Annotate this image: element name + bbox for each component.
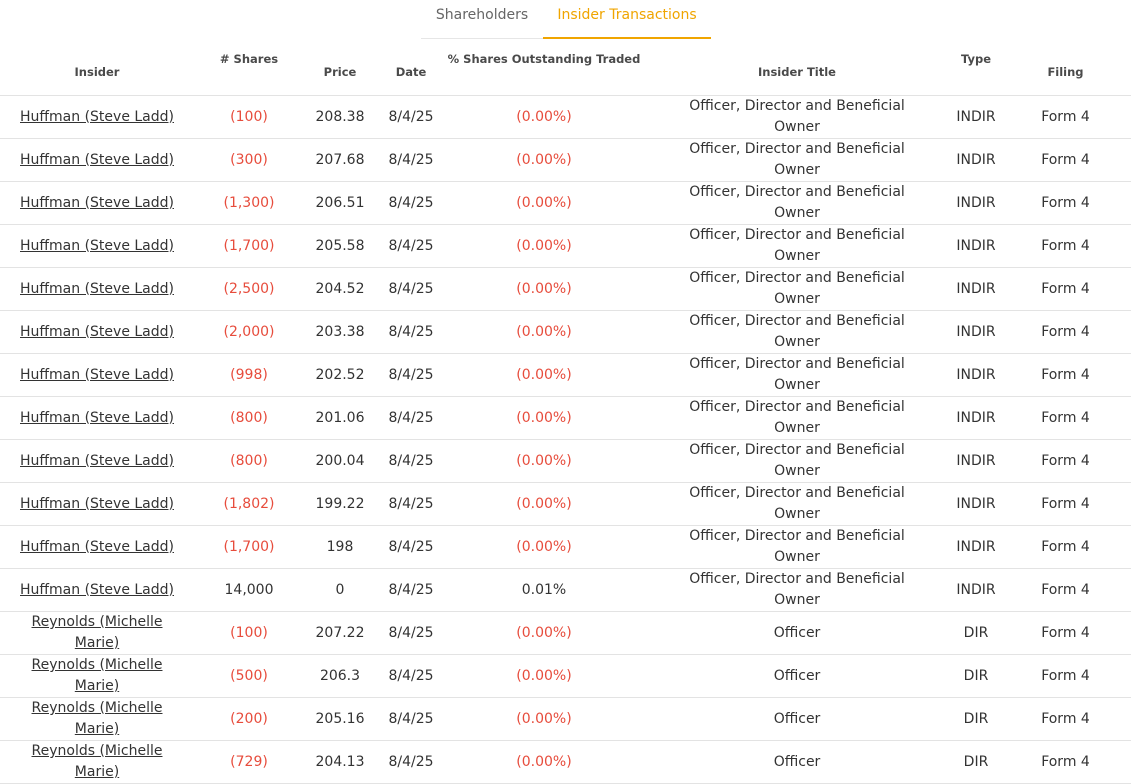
pct-traded-cell: (0.00%) — [446, 612, 642, 655]
insider-title-text: Officer, Director and Beneficial Owner — [689, 227, 905, 264]
insider-title-text: Officer, Director and Beneficial Owner — [689, 571, 905, 608]
tab-insider-transactions[interactable]: Insider Transactions — [543, 0, 711, 39]
table-row — [0, 741, 1131, 784]
filing-cell[interactable]: Form 4 — [1000, 311, 1131, 354]
insider-cell — [0, 483, 194, 526]
shares-cell: (100) — [194, 612, 304, 655]
table-row — [0, 526, 1131, 569]
table-header-row — [0, 43, 1131, 96]
pct-traded-cell: (0.00%) — [446, 741, 642, 784]
table-row — [0, 354, 1131, 397]
insider-link[interactable]: Huffman (Steve Ladd) — [20, 538, 174, 555]
filing-cell[interactable]: Form 4 — [1000, 354, 1131, 397]
filing-cell[interactable]: Form 4 — [1000, 741, 1131, 784]
insider-link[interactable]: Huffman (Steve Ladd) — [20, 409, 174, 426]
date-cell: 8/4/25 — [376, 268, 446, 311]
type-cell: INDIR — [952, 96, 1000, 139]
insider-title-text: Officer, Director and Beneficial Owner — [689, 313, 905, 350]
col-header-insider[interactable]: Insider — [0, 43, 194, 96]
filing-cell[interactable]: Form 4 — [1000, 612, 1131, 655]
insider-title-text: Officer, Director and Beneficial Owner — [689, 399, 905, 436]
insider-cell — [0, 96, 194, 139]
insider-cell — [0, 268, 194, 311]
insider-link[interactable]: Huffman (Steve Ladd) — [20, 108, 174, 125]
insider-title-cell — [642, 741, 952, 784]
insider-title-cell — [642, 96, 952, 139]
insider-link[interactable]: Huffman (Steve Ladd) — [20, 452, 174, 469]
filing-cell[interactable]: Form 4 — [1000, 569, 1131, 612]
table-row — [0, 569, 1131, 612]
type-cell: DIR — [952, 655, 1000, 698]
insider-link[interactable]: Reynolds (Michelle Marie) — [31, 743, 163, 780]
shares-cell: (300) — [194, 139, 304, 182]
filing-cell[interactable]: Form 4 — [1000, 96, 1131, 139]
filing-cell[interactable]: Form 4 — [1000, 182, 1131, 225]
insider-title-cell — [642, 182, 952, 225]
insider-link[interactable]: Huffman (Steve Ladd) — [20, 366, 174, 383]
date-cell: 8/4/25 — [376, 139, 446, 182]
shares-cell: (2,000) — [194, 311, 304, 354]
insider-title-cell — [642, 354, 952, 397]
price-cell: 207.68 — [304, 139, 376, 182]
filing-cell[interactable]: Form 4 — [1000, 397, 1131, 440]
price-cell: 204.13 — [304, 741, 376, 784]
pct-traded-cell: (0.00%) — [446, 354, 642, 397]
insider-title-cell — [642, 440, 952, 483]
price-cell: 198 — [304, 526, 376, 569]
price-cell: 206.3 — [304, 655, 376, 698]
shares-cell: (998) — [194, 354, 304, 397]
insider-title-cell — [642, 139, 952, 182]
date-cell: 8/4/25 — [376, 440, 446, 483]
insider-cell — [0, 612, 194, 655]
insider-title-cell — [642, 526, 952, 569]
shares-cell: (1,300) — [194, 182, 304, 225]
type-cell: INDIR — [952, 311, 1000, 354]
table-row — [0, 96, 1131, 139]
table-row — [0, 182, 1131, 225]
shares-cell: 14,000 — [194, 569, 304, 612]
type-cell: DIR — [952, 612, 1000, 655]
filing-cell[interactable]: Form 4 — [1000, 139, 1131, 182]
insider-title-text: Officer, Director and Beneficial Owner — [689, 141, 905, 178]
col-header-type[interactable]: Type — [952, 43, 1000, 96]
pct-traded-cell: (0.00%) — [446, 440, 642, 483]
insider-cell — [0, 526, 194, 569]
col-header-price[interactable]: Price — [304, 43, 376, 96]
date-cell: 8/4/25 — [376, 182, 446, 225]
insider-link[interactable]: Huffman (Steve Ladd) — [20, 237, 174, 254]
filing-cell[interactable]: Form 4 — [1000, 225, 1131, 268]
shares-cell: (100) — [194, 96, 304, 139]
col-header-filing[interactable]: Filing — [1000, 43, 1131, 96]
date-cell: 8/4/25 — [376, 741, 446, 784]
insider-link[interactable]: Huffman (Steve Ladd) — [20, 581, 174, 598]
table-row — [0, 225, 1131, 268]
price-cell: 0 — [304, 569, 376, 612]
filing-cell[interactable]: Form 4 — [1000, 268, 1131, 311]
type-cell: INDIR — [952, 182, 1000, 225]
insider-link[interactable]: Huffman (Steve Ladd) — [20, 323, 174, 340]
table-row — [0, 397, 1131, 440]
insider-title-cell — [642, 483, 952, 526]
pct-traded-cell: (0.00%) — [446, 698, 642, 741]
insider-link[interactable]: Huffman (Steve Ladd) — [20, 280, 174, 297]
insider-title-text: Officer, Director and Beneficial Owner — [689, 98, 905, 135]
insider-title-text: Officer, Director and Beneficial Owner — [689, 528, 905, 565]
pct-traded-cell: (0.00%) — [446, 225, 642, 268]
date-cell: 8/4/25 — [376, 526, 446, 569]
table-row — [0, 698, 1131, 741]
col-header-insider-title[interactable]: Insider Title — [642, 43, 952, 96]
insider-title-text: Officer — [773, 624, 821, 641]
shares-cell: (800) — [194, 440, 304, 483]
insider-cell — [0, 569, 194, 612]
table-row — [0, 440, 1131, 483]
insider-title-cell — [642, 397, 952, 440]
price-cell: 202.52 — [304, 354, 376, 397]
table-row — [0, 139, 1131, 182]
insider-cell — [0, 698, 194, 741]
insider-cell — [0, 354, 194, 397]
table-row — [0, 612, 1131, 655]
pct-traded-cell: (0.00%) — [446, 655, 642, 698]
price-cell: 205.16 — [304, 698, 376, 741]
table-row — [0, 655, 1131, 698]
filing-cell[interactable]: Form 4 — [1000, 483, 1131, 526]
insider-title-text: Officer — [773, 667, 821, 684]
price-cell: 206.51 — [304, 182, 376, 225]
insider-title-cell — [642, 225, 952, 268]
shares-cell: (729) — [194, 741, 304, 784]
price-cell: 207.22 — [304, 612, 376, 655]
type-cell: DIR — [952, 698, 1000, 741]
filing-cell[interactable]: Form 4 — [1000, 440, 1131, 483]
pct-traded-cell: 0.01% — [446, 569, 642, 612]
insider-link[interactable]: Huffman (Steve Ladd) — [20, 495, 174, 512]
insider-cell — [0, 182, 194, 225]
pct-traded-cell: (0.00%) — [446, 268, 642, 311]
shares-cell: (2,500) — [194, 268, 304, 311]
date-cell: 8/4/25 — [376, 612, 446, 655]
type-cell: INDIR — [952, 268, 1000, 311]
price-cell: 204.52 — [304, 268, 376, 311]
date-cell: 8/4/25 — [376, 397, 446, 440]
insider-cell — [0, 311, 194, 354]
type-cell: INDIR — [952, 483, 1000, 526]
price-cell: 200.04 — [304, 440, 376, 483]
pct-traded-cell: (0.00%) — [446, 139, 642, 182]
insider-title-text: Officer — [773, 710, 821, 727]
insider-cell — [0, 397, 194, 440]
date-cell: 8/4/25 — [376, 655, 446, 698]
table-row — [0, 483, 1131, 526]
type-cell: INDIR — [952, 397, 1000, 440]
insider-title-text: Officer — [773, 753, 821, 770]
insider-link[interactable]: Reynolds (Michelle Marie) — [31, 700, 163, 737]
insider-link[interactable]: Huffman (Steve Ladd) — [20, 194, 174, 211]
insider-cell — [0, 741, 194, 784]
table-row — [0, 268, 1131, 311]
shares-cell: (500) — [194, 655, 304, 698]
type-cell: INDIR — [952, 139, 1000, 182]
date-cell: 8/4/25 — [376, 311, 446, 354]
tab-bar — [421, 0, 711, 39]
shares-cell: (1,802) — [194, 483, 304, 526]
price-cell: 203.38 — [304, 311, 376, 354]
col-header-date[interactable]: Date — [376, 43, 446, 96]
price-cell: 201.06 — [304, 397, 376, 440]
type-cell: INDIR — [952, 526, 1000, 569]
insider-title-cell — [642, 612, 952, 655]
pct-traded-cell: (0.00%) — [446, 526, 642, 569]
pct-traded-cell: (0.00%) — [446, 182, 642, 225]
price-cell: 208.38 — [304, 96, 376, 139]
insider-title-text: Officer, Director and Beneficial Owner — [689, 270, 905, 307]
insider-cell — [0, 225, 194, 268]
insider-title-cell — [642, 655, 952, 698]
insider-title-text: Officer, Director and Beneficial Owner — [689, 356, 905, 393]
insider-link[interactable]: Reynolds (Michelle Marie) — [31, 614, 163, 651]
insider-title-cell — [642, 698, 952, 741]
insider-link[interactable]: Huffman (Steve Ladd) — [20, 151, 174, 168]
insider-title-cell — [642, 268, 952, 311]
table-row — [0, 311, 1131, 354]
insider-cell — [0, 440, 194, 483]
price-cell: 199.22 — [304, 483, 376, 526]
col-header-pct-traded[interactable]: % Shares Outstanding Traded — [446, 43, 642, 96]
type-cell: INDIR — [952, 440, 1000, 483]
filing-cell[interactable]: Form 4 — [1000, 526, 1131, 569]
date-cell: 8/4/25 — [376, 483, 446, 526]
insider-link[interactable]: Reynolds (Michelle Marie) — [31, 657, 163, 694]
type-cell: DIR — [952, 741, 1000, 784]
insider-title-cell — [642, 311, 952, 354]
insider-title-text: Officer, Director and Beneficial Owner — [689, 485, 905, 522]
pct-traded-cell: (0.00%) — [446, 311, 642, 354]
pct-traded-cell: (0.00%) — [446, 397, 642, 440]
filing-cell[interactable]: Form 4 — [1000, 698, 1131, 741]
col-header-shares[interactable]: # Shares — [194, 43, 304, 96]
date-cell: 8/4/25 — [376, 698, 446, 741]
date-cell: 8/4/25 — [376, 96, 446, 139]
date-cell: 8/4/25 — [376, 569, 446, 612]
insider-transactions-table — [0, 43, 1131, 784]
tab-shareholders[interactable]: Shareholders — [435, 7, 529, 23]
type-cell: INDIR — [952, 569, 1000, 612]
shares-cell: (1,700) — [194, 225, 304, 268]
price-cell: 205.58 — [304, 225, 376, 268]
pct-traded-cell: (0.00%) — [446, 483, 642, 526]
insider-title-text: Officer, Director and Beneficial Owner — [689, 184, 905, 221]
pct-traded-cell: (0.00%) — [446, 96, 642, 139]
shares-cell: (200) — [194, 698, 304, 741]
insider-title-text: Officer, Director and Beneficial Owner — [689, 442, 905, 479]
insider-cell — [0, 655, 194, 698]
insider-title-cell — [642, 569, 952, 612]
shares-cell: (800) — [194, 397, 304, 440]
type-cell: INDIR — [952, 354, 1000, 397]
filing-cell[interactable]: Form 4 — [1000, 655, 1131, 698]
shares-cell: (1,700) — [194, 526, 304, 569]
date-cell: 8/4/25 — [376, 354, 446, 397]
date-cell: 8/4/25 — [376, 225, 446, 268]
insider-cell — [0, 139, 194, 182]
type-cell: INDIR — [952, 225, 1000, 268]
